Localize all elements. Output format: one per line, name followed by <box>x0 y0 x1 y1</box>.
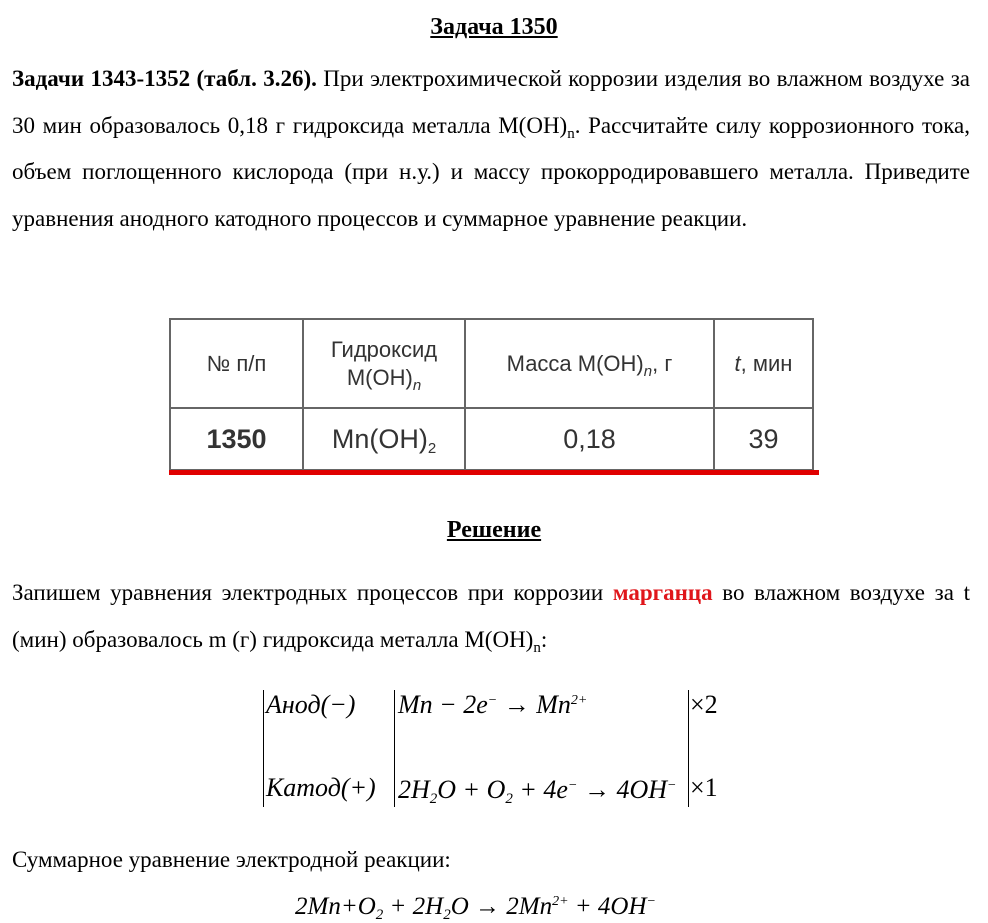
header-mass-prefix: Масса M(OH) <box>506 350 644 376</box>
problem-sub: n <box>567 125 575 142</box>
header-hydroxide-line2: M(OH) <box>346 364 413 390</box>
cell-hydroxide-sub: 2 <box>427 439 437 457</box>
cathode-equation <box>398 775 676 805</box>
equation-left-bar <box>263 690 264 807</box>
cell-hydroxide <box>303 408 465 470</box>
anode-label: Анод(−) <box>266 690 356 719</box>
data-table <box>169 318 814 471</box>
table-header-row <box>170 319 813 408</box>
page-title: Задача 1350 <box>430 14 558 40</box>
header-hydroxide <box>303 319 465 408</box>
summary-eq-c-sup: 2+ <box>552 894 569 909</box>
cathode-eq-a-sub: 2 <box>429 791 438 807</box>
problem-lead: Задачи 1343-1352 (табл. 3.26). <box>12 66 317 91</box>
cathode-multiplier: ×1 <box>690 773 718 802</box>
header-mass <box>465 319 714 408</box>
table-row <box>170 408 813 470</box>
cathode-eq-a: 2H <box>398 775 430 804</box>
cathode-eq-b: O + O <box>437 775 506 804</box>
solution-intro <box>12 570 970 663</box>
equation-middle-bar <box>394 690 395 807</box>
summary-eq-d-sup: − <box>646 894 656 909</box>
header-time-suffix: , мин <box>740 350 793 376</box>
solution-text-1: Запишем уравнения электродных процессов при коррозии <box>12 580 613 605</box>
summary-eq-d: + 4OH <box>568 893 647 920</box>
solution-title: Решение <box>446 517 542 543</box>
cathode-label: Катод(+) <box>266 773 376 802</box>
cell-mass: 0,18 <box>465 408 714 470</box>
summary-equation <box>295 893 656 921</box>
cell-hydroxide-formula: Mn(OH) <box>331 423 428 454</box>
problem-statement <box>12 56 970 242</box>
solution-sub: n <box>533 639 541 656</box>
summary-eq-a: 2Mn+O <box>295 893 376 920</box>
anode-eq-sup2: 2+ <box>570 693 588 708</box>
cathode-eq-c-sup: − <box>567 778 578 793</box>
header-num: № п/п <box>170 319 303 408</box>
header-time <box>714 319 813 408</box>
cathode-eq-b-sub: 2 <box>505 791 513 807</box>
problem-text-end: . Рассчитайте силу коррозионного тока, объем поглощенного кислорода (при н.у.) и массу прокорродировавшего металла. Приведите уравнения анодного катодного процессов и суммарное уравнение реакции. <box>12 112 970 231</box>
cathode-eq-d: → 4OH <box>577 775 667 804</box>
header-time-var: t <box>734 350 741 376</box>
cathode-eq-c: + 4e <box>512 775 568 804</box>
anode-eq-sup1: − <box>487 693 498 708</box>
summary-eq-c: O → 2Mn <box>450 893 553 920</box>
header-mass-sub: n <box>643 362 653 380</box>
cell-time: 39 <box>714 408 813 470</box>
problem-text: При электрохимической коррозии изделия во влажном воздухе за 30 мин образовалось 0,18 г гидроксида металла M(OH) <box>12 66 970 138</box>
summary-eq-b-sub: 2 <box>443 907 451 923</box>
metal-highlight: марганца <box>612 580 713 605</box>
header-hydroxide-sub: n <box>412 376 422 394</box>
solution-text-2: во влажном воздухе за t (мин) образовалось m (г) гидроксида металла M(OH) <box>12 580 970 652</box>
table-underline <box>169 470 819 475</box>
header-hydroxide-line1: Гидроксид <box>330 336 438 362</box>
equation-right-bar <box>688 690 689 807</box>
solution-text-end: : <box>540 626 548 652</box>
anode-eq-part1: Mn − 2e <box>398 690 488 719</box>
summary-eq-b: + 2H <box>383 893 444 920</box>
cell-num: 1350 <box>170 408 303 470</box>
cathode-eq-d-sup: − <box>667 778 677 793</box>
summary-label: Суммарное уравнение электродной реакции: <box>12 847 451 872</box>
anode-eq-part2: → Mn <box>497 690 571 719</box>
header-mass-suffix: , г <box>652 350 673 376</box>
summary-eq-a-sub: 2 <box>375 907 384 923</box>
anode-equation <box>398 690 587 720</box>
anode-multiplier: ×2 <box>690 690 718 719</box>
